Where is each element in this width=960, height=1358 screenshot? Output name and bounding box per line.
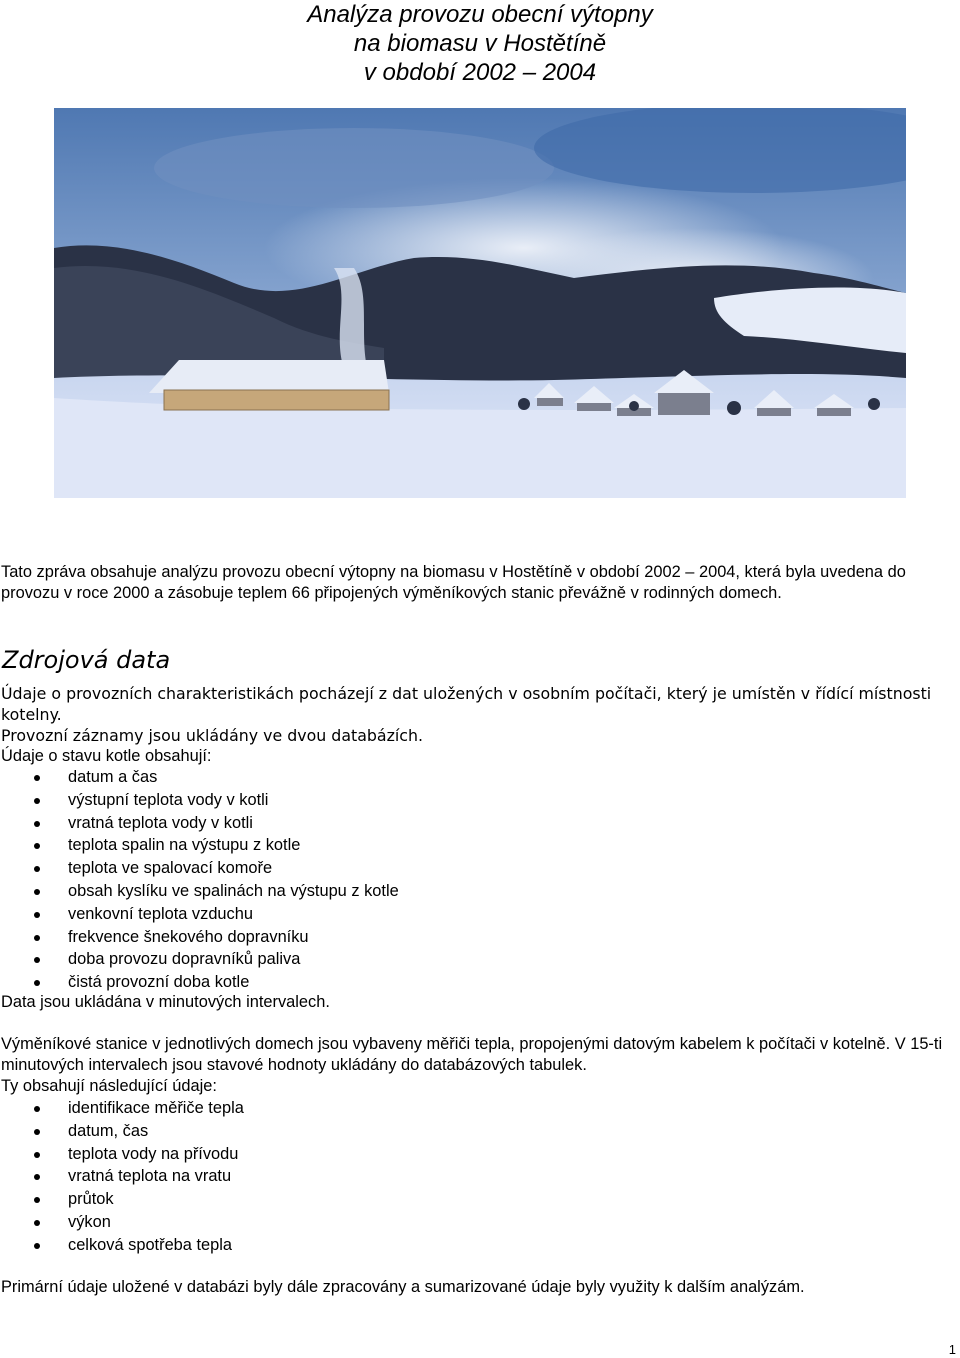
bullet-icon — [34, 798, 40, 804]
list-item: průtok — [0, 1188, 244, 1211]
bullet-icon — [34, 775, 40, 781]
boiler-outro: Data jsou ukládána v minutových intervalech. — [1, 993, 330, 1011]
list-item: identifikace měřiče tepla — [0, 1097, 244, 1120]
stations-intro: Ty obsahují následující údaje: — [1, 1077, 217, 1095]
boiler-data-list — [0, 766, 399, 994]
list-item: venkovní teplota vzduchu — [0, 903, 399, 926]
bullet-icon — [34, 1174, 40, 1180]
intro-paragraph: Tato zpráva obsahuje analýzu provozu obecní výtopny na biomasu v Hostětíně v období 2002 – 2004, která byla uvedena do provozu v roce 2000 a zásobuje teplem 66 připojených výměníkových stanic převážně v rodinných domech. — [1, 563, 906, 602]
stations-paragraph: Výměníkové stanice v jednotlivých domech jsou vybaveny měřiči tepla, propojenými datovým kabelem k počítači v kotelně. V 15-ti minutových intervalech jsou stavové hodnoty ukládány do databázových tabulek. — [1, 1035, 943, 1074]
title-line-1: Analýza provozu obecní výtopny — [307, 1, 653, 28]
list-item: teplota ve spalovací komoře — [0, 857, 399, 880]
bullet-icon — [34, 866, 40, 872]
bullet-icon — [34, 1129, 40, 1135]
document-title — [0, 0, 960, 87]
bullet-icon — [34, 1152, 40, 1158]
bullet-icon — [34, 1243, 40, 1249]
list-item: vratná teplota na vratu — [0, 1165, 244, 1188]
source-para-2: Provozní záznamy jsou ukládány ve dvou databázích. — [1, 726, 423, 745]
bullet-icon — [34, 889, 40, 895]
title-line-3: v období 2002 – 2004 — [363, 59, 597, 86]
list-item: čistá provozní doba kotle — [0, 971, 399, 994]
list-item: teplota vody na přívodu — [0, 1143, 244, 1166]
list-item: obsah kyslíku ve spalinách na výstupu z kotle — [0, 880, 399, 903]
closing-paragraph: Primární údaje uložené v databázi byly dále zpracovány a sumarizované údaje byly využity k dalším analýzám. — [1, 1278, 805, 1296]
section-heading: Zdrojová data — [2, 646, 171, 674]
bullet-icon — [34, 912, 40, 918]
bullet-icon — [34, 1197, 40, 1203]
list-item: vratná teplota vody v kotli — [0, 812, 399, 835]
list-item: datum, čas — [0, 1120, 244, 1143]
bullet-icon — [34, 821, 40, 827]
bullet-icon — [34, 1220, 40, 1226]
village-winter-photo — [54, 108, 906, 498]
source-para-1: Údaje o provozních charakteristikách pocházejí z dat uložených v osobním počítači, který je umístěn v řídící místnosti kotelny. — [1, 684, 932, 724]
bullet-icon — [34, 935, 40, 941]
list-item: datum a čas — [0, 766, 399, 789]
bullet-icon — [34, 843, 40, 849]
page-number: 1 — [948, 1342, 956, 1357]
list-item: výstupní teplota vody v kotli — [0, 789, 399, 812]
bullet-icon — [34, 1106, 40, 1112]
bullet-icon — [34, 980, 40, 986]
title-line-2: na biomasu v Hostětíně — [353, 30, 607, 57]
list-item: doba provozu dopravníků paliva — [0, 948, 399, 971]
list-item: výkon — [0, 1211, 244, 1234]
bullet-icon — [34, 957, 40, 963]
list-item: celková spotřeba tepla — [0, 1234, 244, 1257]
stations-data-list — [0, 1097, 244, 1257]
list-item: teplota spalin na výstupu z kotle — [0, 834, 399, 857]
list-item: frekvence šnekového dopravníku — [0, 926, 399, 949]
boiler-intro: Údaje o stavu kotle obsahují: — [1, 747, 212, 765]
